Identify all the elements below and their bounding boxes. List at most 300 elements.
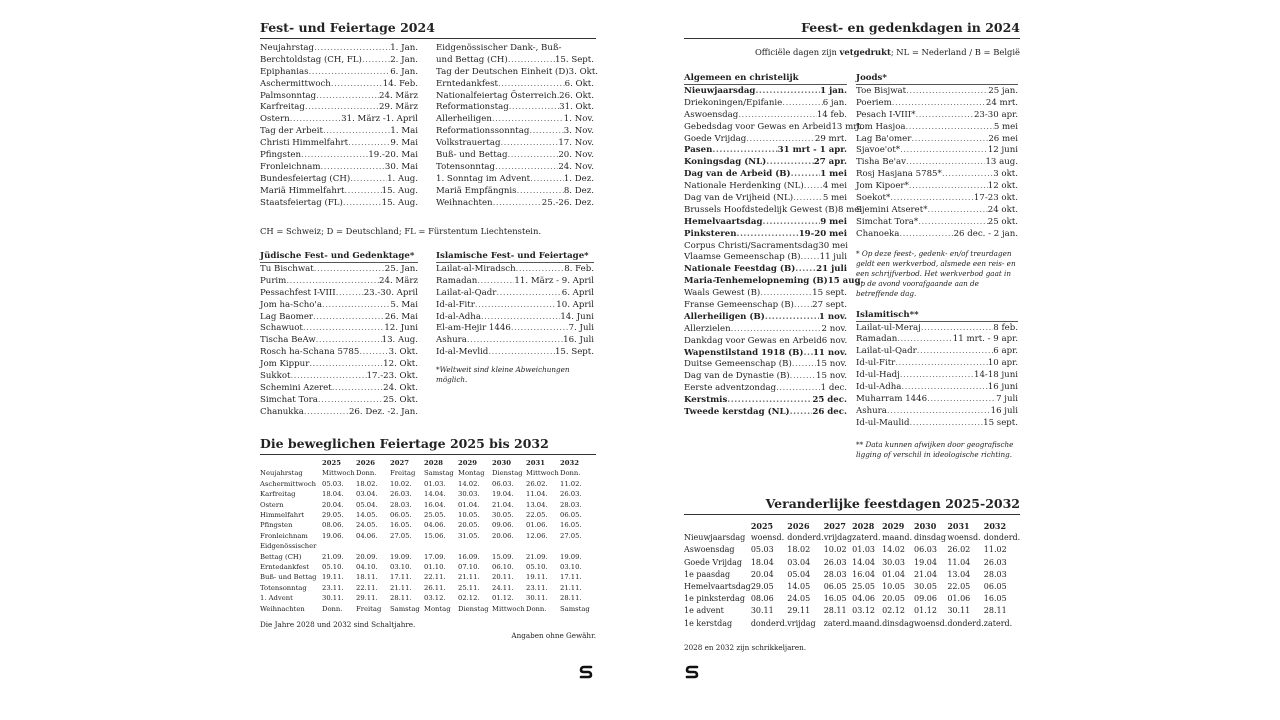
table-cell: 01.12 <box>914 606 937 616</box>
jewish-holiday-date: 25. Jan. <box>384 264 418 274</box>
table-cell: 22.11. <box>424 573 446 582</box>
jewish-holiday-date: 23.-30. April <box>363 287 418 298</box>
jewish-holiday-row <box>260 276 418 288</box>
holiday-name: Reformationssonntag <box>436 126 530 137</box>
general-holiday-row <box>684 86 847 98</box>
islamic-holiday-name: Id-ul-Hadj <box>856 370 900 381</box>
general-holiday-row <box>684 193 847 205</box>
holiday-row <box>260 114 418 126</box>
table-cell: 29.05 <box>750 582 774 592</box>
table-cell: Donn. <box>356 469 377 478</box>
table-cell: 21.09. <box>322 552 344 561</box>
islamic-holiday-row <box>856 370 1018 382</box>
general-holiday-name: Maria-Tenhemelopneming (B) <box>684 276 828 287</box>
year-header: 2029 <box>458 459 477 467</box>
table-cell: 20.04. <box>322 500 344 509</box>
table-cell: 03.10. <box>560 563 582 572</box>
table-cell: 23.11. <box>322 583 344 592</box>
holiday-name: Karfreitag <box>260 102 305 113</box>
holiday-row <box>436 198 594 210</box>
dutch-jewish-section <box>856 72 1018 460</box>
jewish-holiday-name: Jom Kipoer* <box>856 181 909 192</box>
islamic-holiday-name: Ramadan <box>436 275 478 286</box>
leader-dots <box>331 79 383 91</box>
country-legend: CH = Schweiz; D = Deutschland; FL = Fürstentum Liechtenstein. <box>260 226 542 236</box>
islamic-holiday-date: 16 juni <box>987 382 1018 393</box>
table-cell: 20.06. <box>492 531 514 540</box>
islamic-holiday-name: El-am-Hejir 1446 <box>436 323 511 334</box>
table-cell: Donn. <box>322 604 343 613</box>
leader-dots <box>492 114 564 126</box>
table-cell: 12.06. <box>526 531 548 540</box>
table-cell: 29.11 <box>787 606 811 616</box>
table-cell: 17.11. <box>560 573 582 582</box>
german-holidays-col1 <box>260 43 418 209</box>
general-holiday-row <box>684 395 847 407</box>
general-holiday-date: 1 dec. <box>820 383 847 394</box>
jewish-holiday-row <box>260 335 418 347</box>
leader-dots <box>359 347 388 359</box>
general-holiday-row <box>684 134 847 146</box>
leader-dots <box>762 217 820 229</box>
year-header: 2025 <box>750 521 774 531</box>
leader-dots <box>517 186 564 198</box>
leader-dots <box>901 382 987 394</box>
leader-dots <box>803 348 812 360</box>
holiday-date: 6. Okt. <box>564 78 594 89</box>
holiday-name: 1. Sonntag im Advent <box>436 173 531 184</box>
table-cell: 30.11. <box>526 594 548 603</box>
leader-dots <box>795 264 816 276</box>
year-header: 2028 <box>424 459 443 467</box>
general-holiday-date: 5 mei <box>822 193 847 204</box>
holiday-row <box>260 138 418 150</box>
leader-dots <box>899 229 953 241</box>
general-holiday-date: 11 nov. <box>812 347 847 358</box>
leader-dots <box>793 193 823 205</box>
table-cell: 11.02 <box>983 545 1007 555</box>
table-cell: 26.02 <box>947 545 971 555</box>
leader-dots <box>906 86 988 98</box>
islamic-holiday-row <box>436 312 594 324</box>
year-header: 2026 <box>787 521 810 531</box>
table-corner <box>684 520 751 532</box>
table-cell: 21.04. <box>492 500 514 509</box>
table-row <box>260 541 594 551</box>
holiday-date: 1. Mai <box>390 126 418 137</box>
table-cell: vrijdag <box>823 533 853 543</box>
table-row <box>260 562 594 572</box>
islamic-holiday-date: 16. Juli <box>563 335 594 346</box>
table-cell: 01.06 <box>947 594 971 604</box>
holiday-date: 1. Aug. <box>387 173 418 184</box>
jewish-holiday-date: 13 aug. <box>985 157 1018 168</box>
table-cell: 06.05 <box>823 582 847 592</box>
holiday-row <box>260 126 418 138</box>
german-jewish-section <box>260 250 418 419</box>
publisher-logo-icon <box>684 664 700 680</box>
general-holiday-row <box>684 336 847 348</box>
jewish-holiday-name: Jom Kippur <box>260 359 310 370</box>
table-row <box>260 604 594 614</box>
table-row <box>260 500 594 510</box>
holiday-name: Aschermittwoch <box>260 78 331 89</box>
table-row <box>684 557 1020 569</box>
holiday-date: 31. Okt. <box>559 102 594 113</box>
dutch-title: Feest- en gedenkdagen in 2024 <box>684 20 1020 39</box>
table-cell: 27.05. <box>560 531 582 540</box>
leader-dots <box>906 157 985 169</box>
jewish-holiday-date: 12. Okt. <box>383 359 418 370</box>
table-cell: 24.05 <box>787 594 811 604</box>
holiday-name: Nationalfeiertag Österreich <box>436 90 557 101</box>
holiday-row <box>436 114 594 126</box>
general-holiday-date: 9 mei <box>820 216 847 227</box>
holiday-label: 1. Advent <box>260 594 293 603</box>
table-cell: Montag <box>458 469 485 478</box>
table-cell: maand. <box>852 618 883 628</box>
islamic-holiday-date: 10 apr. <box>987 358 1018 369</box>
table-cell: 14.02 <box>882 545 905 555</box>
holiday-row <box>260 91 418 103</box>
general-holiday-name: Dag van de Vrijheid (NL) <box>684 193 794 204</box>
german-islamic-note: *Weltweit sind kleine Abweichungen möglich. <box>436 365 570 385</box>
german-movable-table <box>260 458 594 614</box>
table-cell: 19.11. <box>322 573 344 582</box>
table-cell: 21.11. <box>390 583 412 592</box>
islamic-holiday-row <box>436 300 594 312</box>
jewish-holiday-row <box>260 407 418 419</box>
year-header: 2032 <box>560 459 579 467</box>
holiday-label: 1e kerstdag <box>684 618 733 628</box>
holiday-date: 15. Aug. <box>381 197 418 208</box>
table-cell: Freitag <box>390 469 416 478</box>
holiday-name: Mariä Empfängnis <box>436 185 517 196</box>
holiday-label: Buß- und Bettag <box>260 573 317 582</box>
holiday-label: 1e paasdag <box>684 569 731 579</box>
leader-dots <box>782 98 822 110</box>
leader-dots <box>321 162 385 174</box>
holiday-label: Weihnachten <box>260 604 305 613</box>
islamic-holiday-date: 7 juli <box>996 393 1018 404</box>
table-cell: 13.04 <box>947 569 971 579</box>
table-cell: 28.03. <box>560 500 582 509</box>
leader-dots <box>766 157 814 169</box>
islamic-holiday-row <box>856 358 1018 370</box>
general-holiday-name: Eerste adventzondag <box>684 383 777 394</box>
jewish-holiday-date: 24. März <box>379 275 418 286</box>
holiday-label: 1e pinksterdag <box>684 594 745 604</box>
holiday-name: Reformationstag <box>436 102 509 113</box>
general-holiday-date: 11 juli <box>819 252 847 263</box>
holiday-label: Pfingsten <box>260 521 293 530</box>
general-holiday-date: 29 mrt. <box>814 133 847 144</box>
table-cell: 19.06. <box>322 531 344 540</box>
table-cell: 26.11. <box>424 583 446 592</box>
leader-dots <box>508 55 555 67</box>
jewish-holiday-date: 13. Aug. <box>381 335 418 346</box>
table-cell: 25.05 <box>852 582 876 592</box>
table-row <box>684 544 1020 556</box>
islamic-holiday-date: 14. Juni <box>560 311 594 322</box>
table-cell: 09.06 <box>914 594 937 604</box>
jewish-holiday-name: Pesach I-VIII* <box>856 109 916 120</box>
dutch-general-section <box>684 72 864 419</box>
general-holiday-name: Pasen <box>684 145 713 156</box>
table-cell <box>356 541 390 551</box>
holiday-row <box>436 174 594 186</box>
german-movable-title: Die beweglichen Feiertage 2025 bis 2032 <box>260 436 596 455</box>
table-cell <box>492 541 526 551</box>
leader-dots <box>477 276 514 288</box>
year-header: 2025 <box>322 459 341 467</box>
leader-dots <box>892 98 986 110</box>
table-cell: 30.03. <box>458 490 480 499</box>
holiday-name: Christi Himmelfahrt <box>260 138 349 149</box>
general-holiday-date: 27 sept. <box>812 300 847 311</box>
table-cell: 28.11. <box>390 594 412 603</box>
year-header: 2027 <box>823 521 846 531</box>
islamic-holiday-date: 6 apr. <box>993 346 1018 357</box>
islamic-holiday-date: 10. April <box>556 299 594 310</box>
leader-dots <box>309 67 391 79</box>
german-page <box>260 0 599 720</box>
year-header: 2030 <box>492 459 511 467</box>
leader-dots <box>890 193 974 205</box>
table-row <box>260 572 594 582</box>
jewish-holiday-name: Purim <box>260 275 287 286</box>
holiday-label: Goede Vrijdag <box>684 557 742 567</box>
jewish-holiday-row <box>260 395 418 407</box>
leader-dots <box>336 288 364 300</box>
jewish-holiday-date: 12 juni <box>987 145 1018 156</box>
leader-dots <box>887 406 991 418</box>
table-cell: 01.10. <box>424 563 446 572</box>
table-cell: 11.04. <box>526 490 548 499</box>
jewish-holiday-name: Sukkot <box>260 371 291 382</box>
general-holiday-date: 2 nov. <box>821 323 847 334</box>
holiday-date: 29. März <box>379 102 418 113</box>
table-cell: 19.11. <box>526 573 548 582</box>
holiday-row <box>260 55 418 67</box>
leader-dots <box>895 358 988 370</box>
jewish-holiday-date: 12. Juni <box>384 323 418 334</box>
general-holiday-row <box>684 312 847 324</box>
general-holiday-date: 14 feb. <box>816 109 847 120</box>
holiday-row <box>436 138 594 150</box>
table-cell: Dienstag <box>458 604 489 613</box>
jewish-holiday-date: 24 mrt. <box>985 97 1018 108</box>
table-cell: 09.06. <box>492 521 514 530</box>
islamic-holiday-name: Lailat-al-Miradsch <box>436 264 516 274</box>
jewish-holiday-name: Schemini Azeret <box>260 382 332 393</box>
german-islamic-title: Islamische Fest- und Feiertage* <box>436 250 594 263</box>
leader-dots <box>727 395 812 407</box>
leader-dots <box>529 126 563 138</box>
table-cell: 06.05 <box>983 582 1007 592</box>
table-cell: 04.06. <box>356 531 378 540</box>
islamic-holiday-row <box>436 264 594 276</box>
german-holidays-col2 <box>436 43 599 209</box>
holiday-row <box>260 79 418 91</box>
table-cell: 21.11. <box>560 583 582 592</box>
jewish-holiday-name: Simchat Tora* <box>856 216 919 227</box>
holiday-row <box>436 162 594 174</box>
leader-dots <box>498 79 565 91</box>
leader-dots <box>712 145 777 157</box>
table-cell: 03.12. <box>424 594 446 603</box>
holiday-label: Neujahrstag <box>260 469 303 478</box>
jewish-holiday-row <box>856 193 1018 205</box>
table-cell <box>560 541 594 551</box>
islamic-holiday-row <box>856 418 1018 430</box>
islamic-holiday-date: 14-18 juni <box>974 370 1018 381</box>
table-cell: donderd. <box>787 533 824 543</box>
jewish-holiday-row <box>260 323 418 335</box>
table-cell: 30.03 <box>882 557 905 567</box>
table-cell <box>322 541 356 551</box>
leader-dots <box>323 126 390 138</box>
year-header: 2027 <box>390 459 409 467</box>
jewish-holiday-row <box>856 205 1018 217</box>
table-cell: 20.05 <box>882 594 905 604</box>
jewish-holiday-row <box>260 383 418 395</box>
table-cell: 05.04 <box>787 569 811 579</box>
year-header: 2029 <box>882 521 905 531</box>
dutch-movable-table <box>684 520 1020 630</box>
jewish-holiday-name: Jom ha-Scho'a <box>260 299 322 310</box>
table-cell: 16.04. <box>424 500 446 509</box>
leader-dots <box>303 323 384 335</box>
table-cell: 15.06. <box>424 531 446 540</box>
jewish-holiday-date: 17.-23. Okt. <box>366 371 418 382</box>
leader-dots <box>790 407 813 419</box>
table-cell: 16.05 <box>823 594 847 604</box>
general-holiday-name: Duitse Gemeenschap (B) <box>684 359 792 370</box>
leader-dots <box>290 114 342 126</box>
table-cell: 16.05. <box>560 521 582 530</box>
table-cell: 10.02. <box>390 479 412 488</box>
table-cell: 03.04 <box>787 557 811 567</box>
leader-dots <box>928 205 988 217</box>
table-cell: 07.10. <box>458 563 480 572</box>
general-holiday-date: 19-20 mei <box>798 228 847 239</box>
islamic-holiday-name: Lailat-al-Qadr <box>436 287 497 298</box>
holiday-date: 1. Nov. <box>563 114 594 125</box>
table-cell: 14.02. <box>458 479 480 488</box>
islamic-holiday-date: 11 mrt. - 9 apr. <box>952 334 1018 345</box>
holiday-label: Himmelfahrt <box>260 511 305 520</box>
table-cell: 05.10. <box>322 563 344 572</box>
jewish-holiday-date: 26. Dez. -2. Jan. <box>348 406 418 417</box>
table-cell: 26.03 <box>983 557 1007 567</box>
holiday-name: Totensonntag <box>436 161 496 172</box>
table-row <box>684 569 1020 581</box>
table-cell: Freitag <box>356 604 382 613</box>
jewish-holiday-date: 25 okt. <box>987 216 1018 227</box>
general-holiday-name: Dag van de Dynastie (B) <box>684 371 790 382</box>
table-cell: 14.05. <box>356 511 378 520</box>
leader-dots <box>301 150 368 162</box>
jewish-holiday-name: Tu Bischwat <box>260 264 314 274</box>
general-holiday-date: 15 nov. <box>816 359 847 370</box>
holiday-name: Bundesfeiertag (CH) <box>260 173 351 184</box>
year-header: 2028 <box>852 521 875 531</box>
general-holiday-row <box>684 324 847 336</box>
leader-dots <box>516 264 565 276</box>
table-cell: 28.11. <box>560 594 582 603</box>
year-header: 2031 <box>947 521 970 531</box>
table-cell <box>424 541 458 551</box>
table-row <box>260 531 594 541</box>
leader-dots <box>792 359 816 371</box>
table-row <box>260 510 594 520</box>
dutch-page <box>684 0 1020 720</box>
table-cell: 21.11. <box>458 573 480 582</box>
leader-dots <box>794 300 812 312</box>
holiday-row <box>436 55 594 67</box>
holiday-name: Allerheiligen <box>436 114 492 125</box>
leader-dots <box>791 169 821 181</box>
holiday-row <box>436 150 594 162</box>
holiday-date: 2. Jan. <box>390 54 418 65</box>
general-holiday-name: Aswoensdag <box>684 109 739 120</box>
islamic-holiday-row <box>436 335 594 347</box>
table-row <box>260 520 594 530</box>
holiday-name: Eidgenössischer Dank-, Buß- <box>436 43 562 53</box>
general-holiday-name: Vlaamse Gemeenschap (B) <box>684 252 801 263</box>
table-cell: 31.05. <box>458 531 480 540</box>
jewish-holiday-row <box>856 157 1018 169</box>
holiday-label: Ostern <box>260 500 284 509</box>
general-holiday-name: Kerstmis <box>684 395 728 406</box>
table-cell: 04.06 <box>852 594 876 604</box>
jewish-holiday-name: Chanukka <box>260 406 304 417</box>
leader-dots <box>495 162 558 174</box>
holiday-row <box>436 126 594 138</box>
general-holiday-date: 15 sept. <box>812 288 847 299</box>
islamic-holiday-date: 16 juli <box>990 405 1018 416</box>
dutch-islamic-title: Islamitisch** <box>856 309 1018 322</box>
holiday-date: 15. Sept. <box>554 54 594 65</box>
leader-dots <box>790 371 816 383</box>
general-holiday-row <box>684 145 847 157</box>
leader-dots <box>290 371 366 383</box>
table-cell: 28.11 <box>983 606 1007 616</box>
table-cell: Mittwoch <box>492 604 525 613</box>
jewish-holiday-name: Tisha Be'av <box>856 157 907 168</box>
table-cell: 10.02 <box>823 545 847 555</box>
general-holiday-date: 21 juli <box>816 264 847 275</box>
general-holiday-date: 6 nov. <box>821 335 848 346</box>
islamic-holiday-row <box>436 288 594 300</box>
islamic-holiday-row <box>856 334 1018 346</box>
general-holiday-row <box>684 371 847 383</box>
table-cell: woensd. <box>750 533 785 543</box>
islamic-holiday-name: Lailat-ul-Qadr <box>856 346 917 357</box>
table-cell: 18.04 <box>750 557 774 567</box>
table-cell: 06.10. <box>492 563 514 572</box>
table-cell: 23.11. <box>526 583 548 592</box>
dutch-leap-note: 2028 en 2032 zijn schrikkeljaren. <box>684 643 807 652</box>
table-cell: Mittwoch <box>526 469 559 478</box>
table-cell: 25.05. <box>424 511 446 520</box>
islamic-holiday-date: 7. Juli <box>568 323 594 334</box>
table-cell: 17.09. <box>424 552 446 561</box>
jewish-holiday-row <box>856 169 1018 181</box>
jewish-holiday-row <box>260 371 418 383</box>
table-cell: 19.09. <box>390 552 412 561</box>
